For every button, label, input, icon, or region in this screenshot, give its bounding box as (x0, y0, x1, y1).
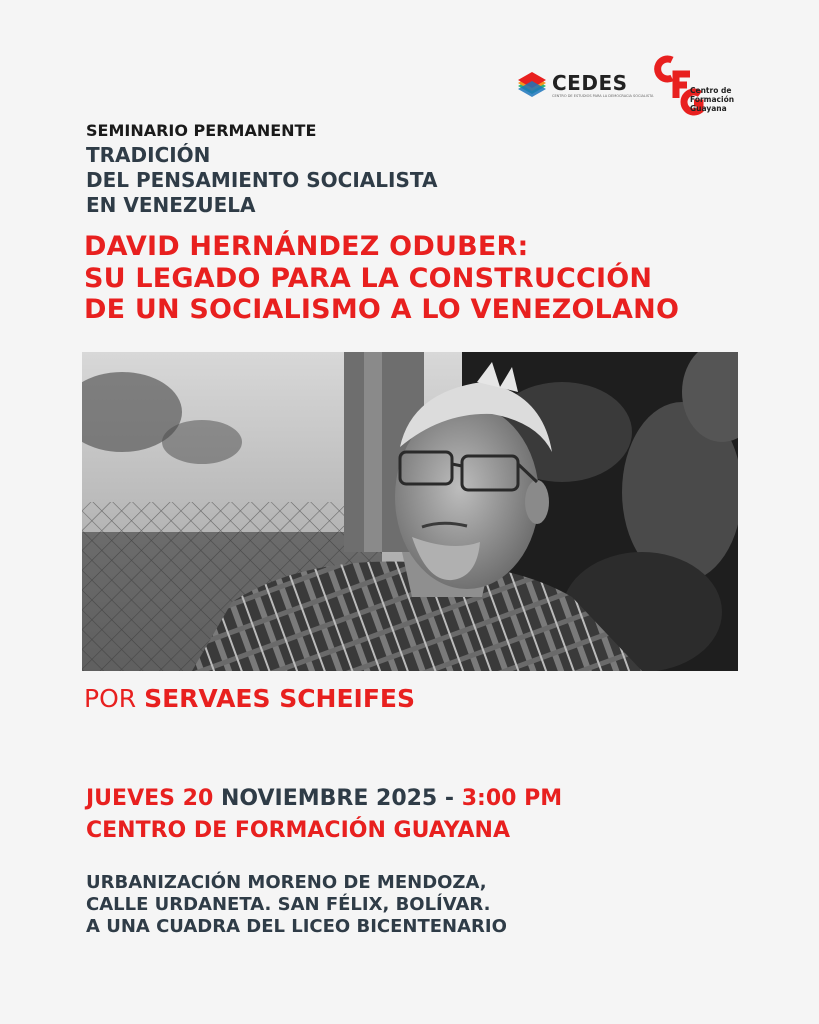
address-line: URBANIZACIÓN MORENO DE MENDOZA, (86, 872, 487, 893)
cedes-mark-icon (516, 70, 548, 100)
cfg-line-3: Guayana (690, 104, 727, 113)
cedes-tagline: CENTRO DE ESTUDIOS PARA LA DEMOCRACIA SOCIALISTA (552, 93, 654, 98)
logo-group (512, 52, 752, 116)
event-month-year: NOVIEMBRE 2025 (220, 786, 438, 811)
address-line: A UNA CUADRA DEL LICEO BICENTENARIO (86, 916, 507, 937)
byline-prefix: POR (84, 684, 137, 713)
event-title (84, 231, 679, 326)
title-line: SU LEGADO PARA LA CONSTRUCCIÓN (84, 262, 653, 294)
cfg-logo (650, 52, 750, 116)
cedes-logo (516, 70, 653, 100)
series-line: DEL PENSAMIENTO SOCIALISTA (86, 168, 438, 192)
cfg-line-1: Centro de (690, 86, 732, 95)
cfg-line-2: Formación (690, 95, 735, 104)
event-time: 3:00 PM (461, 786, 563, 811)
event-day: 20 (182, 786, 214, 811)
byline (84, 684, 415, 713)
series-line: TRADICIÓN (86, 143, 211, 167)
title-line: DAVID HERNÁNDEZ ODUBER: (84, 231, 529, 262)
address-line: CALLE URDANETA. SAN FÉLIX, BOLÍVAR. (86, 894, 491, 915)
event-datetime (86, 786, 562, 811)
series-title (86, 143, 437, 218)
event-venue: CENTRO DE FORMACIÓN GUAYANA (86, 818, 510, 843)
portrait-photo (82, 352, 738, 671)
seminar-kicker: SEMINARIO PERMANENTE (86, 121, 317, 140)
title-line: DE UN SOCIALISMO A LO VENEZOLANO (84, 294, 680, 325)
cedes-name: CEDES (552, 70, 628, 95)
event-weekday: JUEVES (86, 786, 175, 811)
event-address (86, 872, 507, 938)
series-line: EN VENEZUELA (86, 193, 256, 217)
event-separator: - (444, 786, 455, 811)
author-name: SERVAES SCHEIFES (144, 684, 416, 713)
